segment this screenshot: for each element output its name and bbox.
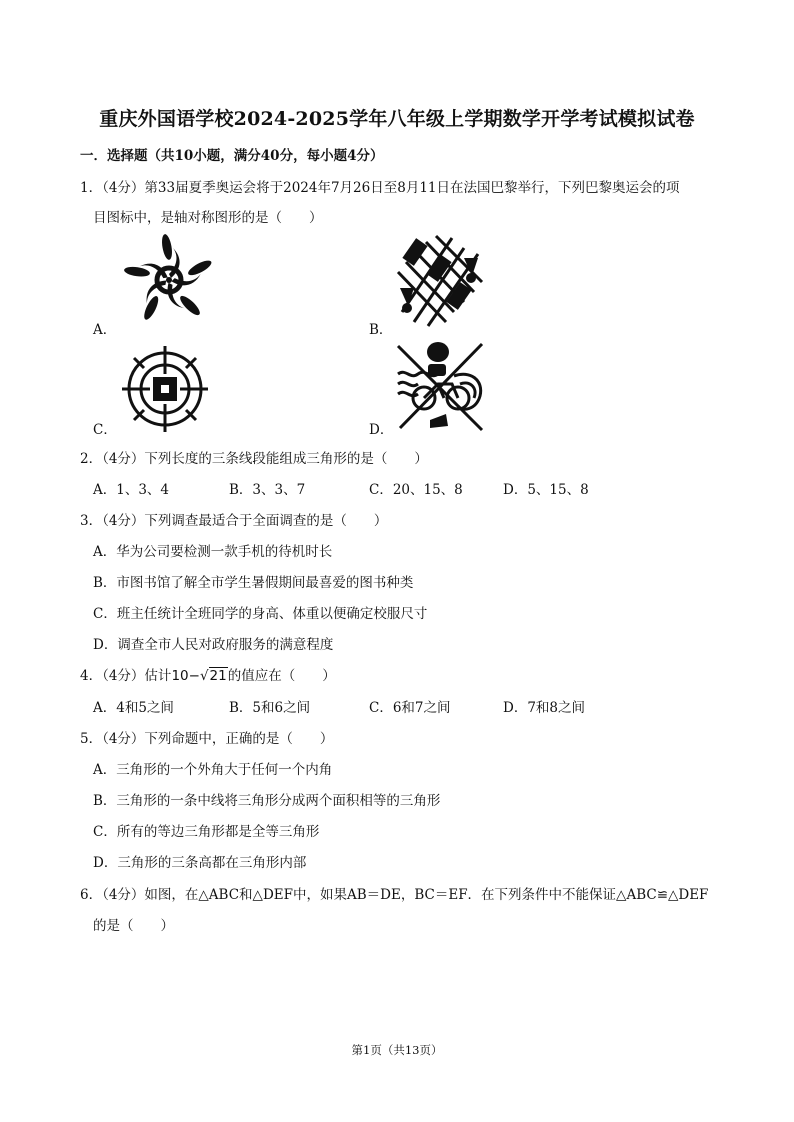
question-3-option-a: A．华为公司要检测一款手机的待机时长 (93, 544, 333, 560)
section-heading: 一．选择题（共10小题，满分40分，每小题4分） (80, 148, 384, 164)
question-4-suffix: 的值应在（ ） (227, 668, 336, 684)
rowing-pinwheel-icon (118, 232, 220, 328)
question-6-line-2: 的是（ ） (93, 918, 174, 934)
page-title: 重庆外国语学校2024-2025学年八年级上学期数学开学考试模拟试卷 (99, 108, 695, 130)
question-2-option-b: B．3、3、7 (229, 482, 306, 498)
question-4-prefix: 4．（4分）估计 (80, 668, 172, 684)
question-1-line-1: 1．（4分）第33届夏季奥运会将于2024年7月26日至8月11日在法国巴黎举行，下列巴黎奥运会的项 (80, 180, 680, 196)
question-4-expression: 10−√21 (171, 668, 227, 684)
question-3-option-c: C．班主任统计全班同学的身高、体重以便确定校服尺寸 (93, 606, 428, 622)
question-5-stem: 5．（4分）下列命题中，正确的是（ ） (80, 731, 334, 747)
page-footer: 第1页（共13页） (351, 1043, 443, 1057)
question-3-stem: 3．（4分）下列调查最适合于全面调查的是（ ） (80, 513, 388, 529)
question-5-option-b: B．三角形的一条中线将三角形分成两个面积相等的三角形 (93, 793, 441, 809)
question-2-option-a: A．1、3、4 (93, 482, 170, 498)
question-1-option-d: D． (369, 422, 394, 438)
badminton-icon (392, 232, 490, 328)
question-5-option-d: D．三角形的三条高都在三角形内部 (93, 855, 307, 871)
question-3-option-d: D．调查全市人民对政府服务的满意程度 (93, 637, 334, 653)
question-4-option-c: C．6和7之间 (369, 700, 451, 716)
question-1-option-a: A． (93, 322, 117, 338)
question-2-option-d: D．5、15、8 (503, 482, 589, 498)
question-1-option-b: B． (369, 322, 393, 338)
question-5-option-a: A．三角形的一个外角大于任何一个内角 (93, 762, 333, 778)
question-6-line-1: 6．（4分）如图，在△ABC和△DEF中，如果AB＝DE，BC＝EF．在下列条件中不能保证△ABC≌△DEF (80, 887, 709, 903)
question-4-stem (80, 664, 336, 684)
question-4-option-d: D．7和8之间 (503, 700, 586, 716)
question-2-stem: 2．（4分）下列长度的三条线段能组成三角形的是（ ） (80, 451, 428, 467)
question-5-option-c: C．所有的等边三角形都是全等三角形 (93, 824, 320, 840)
question-2-option-c: C．20、15、8 (369, 482, 463, 498)
question-1-option-c: C． (93, 422, 117, 438)
cycling-icon (394, 340, 486, 434)
archery-target-icon (120, 344, 210, 434)
question-1-line-2: 目图标中，是轴对称图形的是（ ） (93, 210, 323, 226)
question-4-option-b: B．5和6之间 (229, 700, 311, 716)
question-4-option-a: A．4和5之间 (93, 700, 174, 716)
question-3-option-b: B．市图书馆了解全市学生暑假期间最喜爱的图书种类 (93, 575, 414, 591)
question-4-radicand: 21 (209, 668, 227, 684)
question-4-expression-left: 10− (171, 668, 200, 684)
